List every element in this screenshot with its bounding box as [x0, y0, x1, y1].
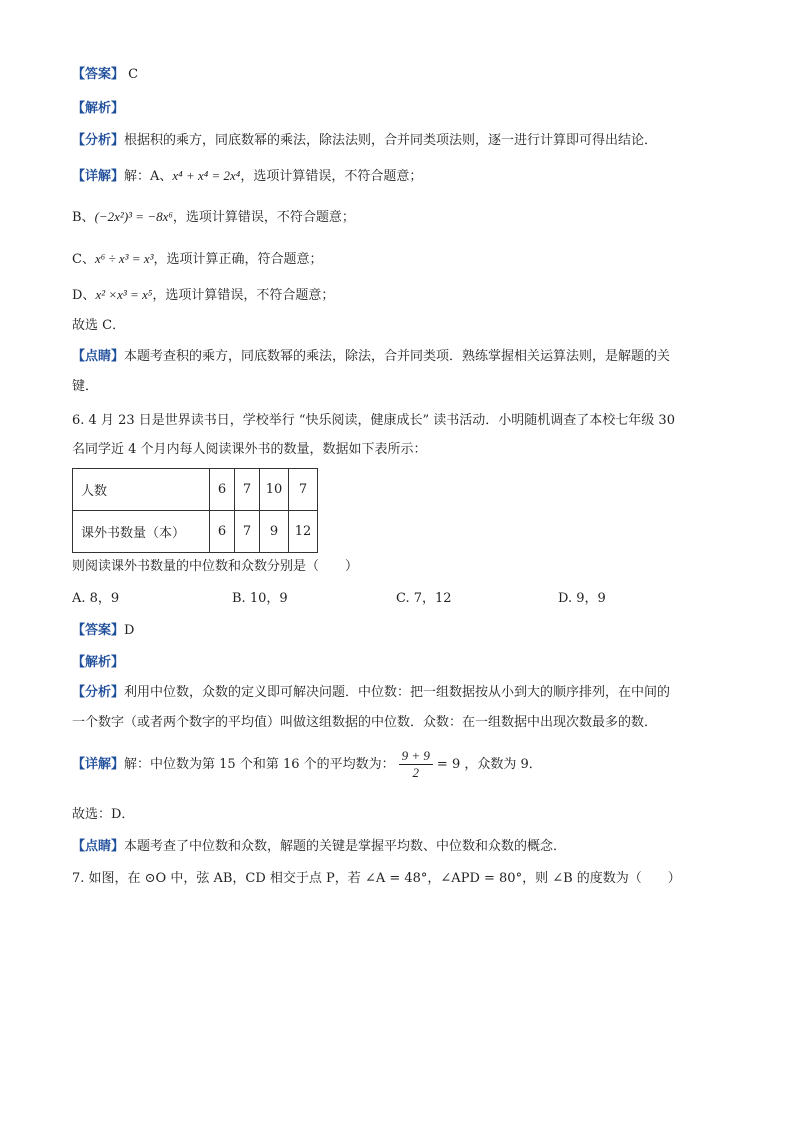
option-c-math: x⁶ ÷ x³ = x³	[94, 251, 154, 266]
table-cell: 9	[260, 511, 289, 553]
q6-stem-line2: 名同学近 4 个月内每人阅读课外书的数量，数据如下表所示：	[72, 442, 427, 457]
q6-dianjing	[72, 838, 566, 856]
option-d-math: x² ×x³ = x⁵	[95, 287, 153, 302]
q5-option-c	[72, 250, 323, 269]
table-cell: 10	[260, 469, 289, 511]
q5-dianjing-line2: 键．	[72, 379, 99, 394]
option-a-comment: ，选项计算错误，不符合题意；	[240, 169, 423, 184]
option-a-math: x⁴ + x⁴ = 2x⁴	[172, 168, 241, 183]
fenxi-text: 利用中位数，众数的定义即可解决问题．中位数：把一组数据按从小到大的顺序排列，在中间的	[124, 685, 671, 700]
answer-value: D	[124, 623, 135, 638]
table-row	[73, 511, 318, 553]
q6-fenxi-line1	[72, 684, 670, 702]
xiangjie-tag: 【详解】	[72, 757, 125, 772]
q5-dianjing-line1	[72, 348, 670, 366]
option-d-prefix: D、	[72, 288, 96, 303]
q5-conclusion: 故选 C．	[72, 318, 126, 333]
fraction-numerator: 9 + 9	[399, 748, 433, 765]
q6-conclusion: 故选：D．	[72, 807, 135, 822]
table-cell: 7	[289, 469, 318, 511]
q5-fenxi	[72, 132, 657, 150]
q5-xiangjie-a	[72, 167, 422, 186]
q6-answer-line	[72, 622, 134, 640]
median-fraction	[399, 748, 433, 781]
table-cell: 6	[210, 511, 235, 553]
q5-analysis-heading	[72, 100, 124, 118]
q5-option-b	[72, 208, 355, 227]
q5-answer-line	[72, 66, 138, 84]
xiangjie-tag: 【详解】	[72, 169, 125, 184]
xiangjie-prefix: 解：中位数为第 15 个和第 16 个的平均数为：	[124, 757, 395, 772]
fenxi-tag: 【分析】	[72, 133, 125, 148]
q6-option-d: D. 9，9	[558, 591, 606, 606]
q6-analysis-heading	[72, 654, 124, 672]
q6-fenxi-line2: 一个数字（或者两个数字的平均值）叫做这组数据的中位数．众数：在一组数据中出现次数最多的数．	[72, 715, 658, 730]
table-cell: 6	[210, 469, 235, 511]
option-a-prefix: 解：A、	[124, 169, 173, 184]
dianjing-tag: 【点睛】	[72, 349, 125, 364]
xiangjie-suffix: = 9 ，众数为 9．	[436, 757, 542, 772]
table-header-cell: 人数	[73, 469, 210, 511]
analysis-tag: 【解析】	[72, 101, 125, 116]
option-c-prefix: C、	[72, 252, 95, 267]
option-d-comment: ，选项计算错误，不符合题意；	[152, 288, 335, 303]
table-cell: 12	[289, 511, 318, 553]
q6-option-c: C. 7，12	[396, 591, 452, 606]
fenxi-tag: 【分析】	[72, 685, 125, 700]
fraction-denominator: 2	[412, 765, 420, 780]
fenxi-text: 根据积的乘方，同底数幂的乘法，除法法则，合并同类项法则，逐一进行计算即可得出结论．	[124, 133, 658, 148]
q7-stem: 7. 如图，在 ⊙O 中，弦 AB，CD 相交于点 P，若 ∠A = 48°，∠APD = 80°，则 ∠B 的度数为（ ）	[72, 871, 681, 886]
option-b-prefix: B、	[72, 210, 95, 225]
analysis-tag: 【解析】	[72, 655, 125, 670]
dianjing-text: 本题考查了中位数和众数，解题的关键是掌握平均数、中位数和众数的概念．	[124, 839, 567, 854]
table-cell: 7	[235, 469, 260, 511]
answer-tag: 【答案】	[72, 623, 125, 638]
q6-option-b: B. 10，9	[232, 591, 288, 606]
answer-tag: 【答案】	[72, 67, 125, 82]
data-table	[72, 468, 318, 553]
q6-question: 则阅读课外书数量的中位数和众数分别是（ ）	[72, 559, 359, 574]
table-cell: 7	[235, 511, 260, 553]
dianjing-text: 本题考查积的乘方，同底数幂的乘法，除法，合并同类项．熟练掌握相关运算法则，是解题的关	[124, 349, 671, 364]
dianjing-tag: 【点睛】	[72, 839, 125, 854]
q6-stem-line1: 6. 4 月 23 日是世界读书日，学校举行 “快乐阅读，健康成长” 读书活动．小明随机调查了本校七年级 30	[72, 413, 675, 428]
option-c-comment: ，选项计算正确，符合题意；	[153, 252, 323, 267]
option-b-math: (−2x²)³ = −8x⁶	[94, 209, 173, 224]
q5-option-d	[72, 286, 334, 305]
answer-value: C	[128, 67, 139, 82]
table-row	[73, 469, 318, 511]
table-header-cell: 课外书数量（本）	[73, 511, 210, 553]
option-b-comment: ，选项计算错误，不符合题意；	[172, 210, 355, 225]
q6-option-a: A. 8，9	[72, 591, 120, 606]
q6-xiangjie	[72, 748, 542, 782]
